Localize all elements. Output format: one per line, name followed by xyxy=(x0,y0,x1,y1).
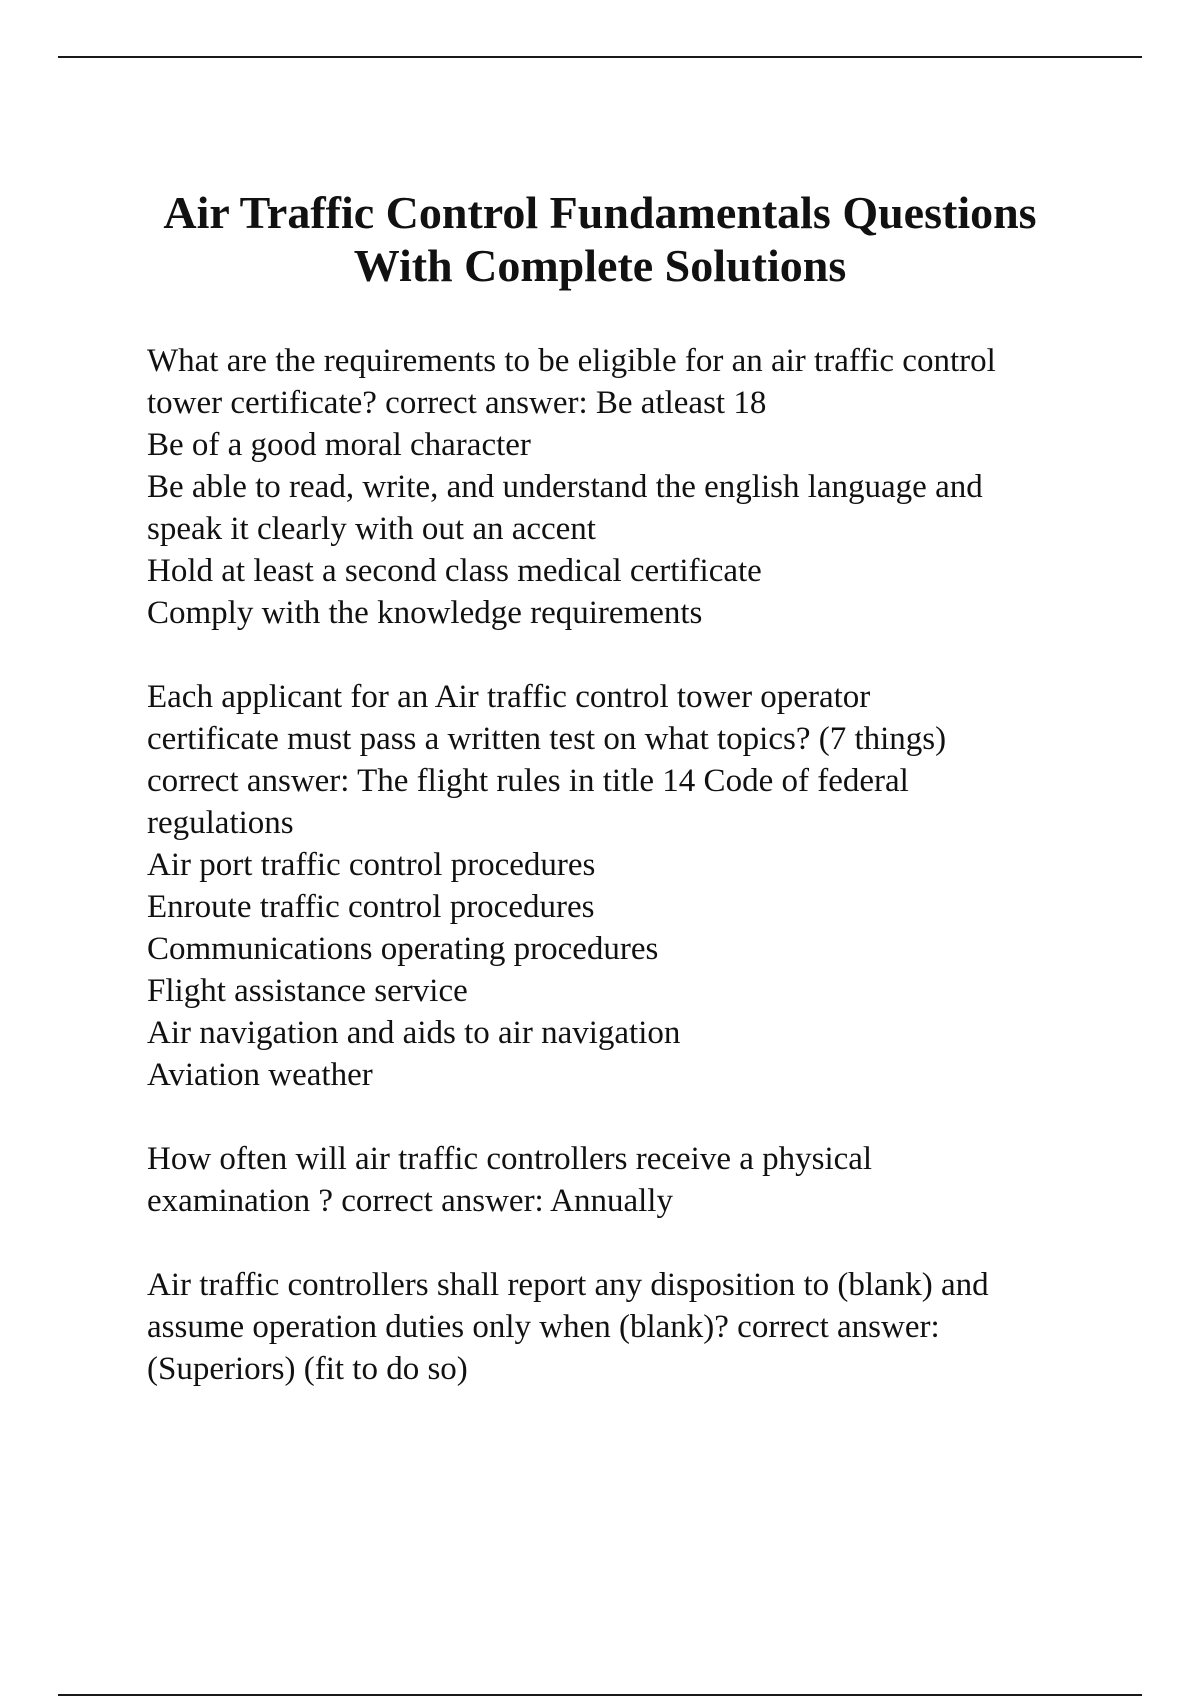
question-text: Air traffic controllers shall report any disposition to (blank) and xyxy=(147,1267,989,1303)
answer-text: Be of a good moral character xyxy=(147,427,531,463)
question-text: tower certificate? correct answer: Be atleast 18 xyxy=(147,385,767,421)
question-text: certificate must pass a written test on what topics? (7 things) xyxy=(147,721,947,757)
title-line-1: Air Traffic Control Fundamentals Questions xyxy=(163,187,1037,238)
qa-block-1 xyxy=(147,340,1147,634)
answer-text: examination ? correct answer: Annually xyxy=(147,1183,673,1219)
title-line-2: With Complete Solutions xyxy=(353,240,847,291)
answer-text: Aviation weather xyxy=(147,1057,373,1093)
answer-text: Comply with the knowledge requirements xyxy=(147,595,703,631)
answer-text: (Superiors) (fit to do so) xyxy=(147,1351,468,1387)
document-title xyxy=(100,186,1100,292)
question-text: Each applicant for an Air traffic control tower operator xyxy=(147,679,871,715)
answer-text: speak it clearly with out an accent xyxy=(147,511,596,547)
answer-text: Flight assistance service xyxy=(147,973,468,1009)
answer-text: Be able to read, write, and understand the english language and xyxy=(147,469,983,505)
answer-text: Air port traffic control procedures xyxy=(147,847,596,883)
question-text: assume operation duties only when (blank)? correct answer: xyxy=(147,1309,940,1345)
answer-text: regulations xyxy=(147,805,294,841)
question-text: What are the requirements to be eligible for an air traffic control xyxy=(147,343,996,379)
footer-rule xyxy=(58,1694,1142,1696)
answer-text: Air navigation and aids to air navigation xyxy=(147,1015,681,1051)
answer-text: Hold at least a second class medical certificate xyxy=(147,553,762,589)
question-text: How often will air traffic controllers receive a physical xyxy=(147,1141,873,1177)
document-body xyxy=(147,340,1147,1432)
qa-block-3 xyxy=(147,1138,1147,1222)
header-rule xyxy=(58,56,1142,58)
answer-text: Enroute traffic control procedures xyxy=(147,889,595,925)
answer-text: Communications operating procedures xyxy=(147,931,659,967)
qa-block-2 xyxy=(147,676,1147,1096)
answer-text: correct answer: The flight rules in title 14 Code of federal xyxy=(147,763,909,799)
qa-block-4 xyxy=(147,1264,1147,1390)
